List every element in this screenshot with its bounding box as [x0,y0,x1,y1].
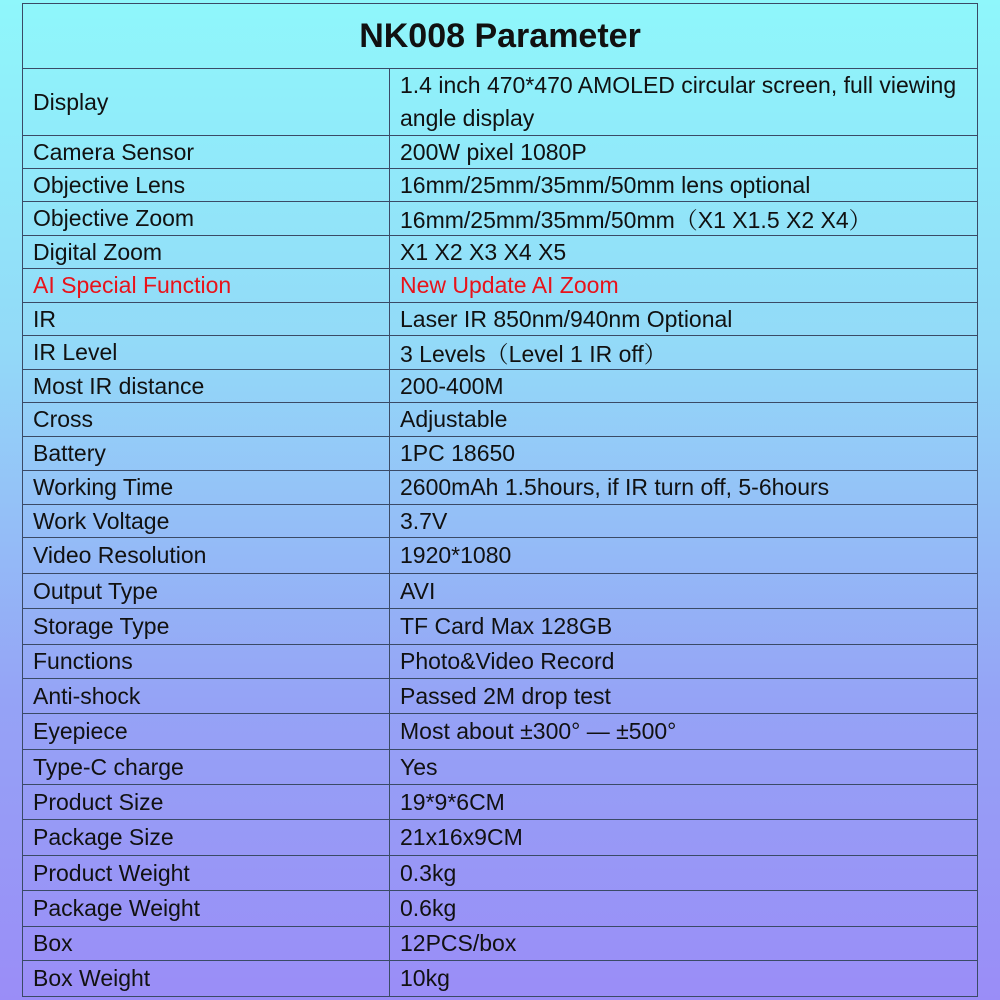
parameter-label: Digital Zoom [23,236,390,269]
parameter-label: Objective Lens [23,169,390,202]
parameter-table [23,69,977,996]
parameter-label: Package Weight [23,891,390,927]
table-row [23,574,977,609]
parameter-label: Box [23,927,390,961]
parameter-value: 10kg [390,961,978,996]
parameter-value: 3.7V [390,505,978,538]
parameter-label: Package Size [23,820,390,856]
parameter-label: Product Size [23,785,390,820]
page-title: NK008 Parameter [23,4,977,69]
parameter-value: Passed 2M drop test [390,679,978,714]
table-row [23,785,977,820]
parameter-label: Output Type [23,574,390,609]
parameter-label: Functions [23,645,390,679]
table-row [23,505,977,538]
parameter-label: Cross [23,403,390,437]
parameter-label: Camera Sensor [23,136,390,169]
parameter-value: 200W pixel 1080P [390,136,978,169]
table-row [23,714,977,750]
parameter-value: TF Card Max 128GB [390,609,978,645]
table-row [23,856,977,891]
table-row [23,403,977,437]
parameter-value: 16mm/25mm/35mm/50mm lens optional [390,169,978,202]
parameter-value: 2600mAh 1.5hours, if IR turn off, 5-6hours [390,471,978,505]
parameter-value: 200-400M [390,370,978,403]
parameter-value: Adjustable [390,403,978,437]
parameter-value: Yes [390,750,978,785]
parameter-label: Eyepiece [23,714,390,750]
table-row [23,750,977,785]
table-row [23,891,977,927]
table-row [23,69,977,136]
parameter-label: Working Time [23,471,390,505]
parameter-value: New Update AI Zoom [390,269,978,303]
table-row [23,538,977,574]
parameter-label: Objective Zoom [23,202,390,236]
parameter-label: Anti-shock [23,679,390,714]
parameter-sheet [22,3,978,997]
parameter-value: 0.6kg [390,891,978,927]
table-row [23,169,977,202]
parameter-label: AI Special Function [23,269,390,303]
parameter-value: 1920*1080 [390,538,978,574]
table-row [23,136,977,169]
parameter-value: Photo&Video Record [390,645,978,679]
parameter-value: 3 Levels（Level 1 IR off） [390,336,978,370]
parameter-label: Battery [23,437,390,471]
parameter-label: Box Weight [23,961,390,996]
table-row [23,336,977,370]
parameter-value: 21x16x9CM [390,820,978,856]
parameter-label: Video Resolution [23,538,390,574]
table-row [23,202,977,236]
parameter-label: Type-C charge [23,750,390,785]
parameter-label: Work Voltage [23,505,390,538]
parameter-label: Storage Type [23,609,390,645]
parameter-value: 16mm/25mm/35mm/50mm（X1 X1.5 X2 X4） [390,202,978,236]
parameter-label: IR [23,303,390,336]
table-row [23,609,977,645]
table-row [23,236,977,269]
parameter-label: IR Level [23,336,390,370]
parameter-value: 0.3kg [390,856,978,891]
parameter-value: X1 X2 X3 X4 X5 [390,236,978,269]
parameter-value: 1.4 inch 470*470 AMOLED circular screen, full viewing angle display [400,72,957,131]
table-row [23,471,977,505]
table-row [23,961,977,996]
parameter-label: Product Weight [23,856,390,891]
parameter-rows [23,69,977,996]
parameter-label: Most IR distance [23,370,390,403]
table-row [23,303,977,336]
table-row [23,370,977,403]
parameter-value: 12PCS/box [390,927,978,961]
table-row [23,820,977,856]
table-row [23,679,977,714]
table-row [23,269,977,303]
table-row [23,927,977,961]
table-row [23,437,977,471]
parameter-value: 1PC 18650 [390,437,978,471]
parameter-value: AVI [390,574,978,609]
parameter-label: Display [23,69,390,136]
parameter-value: Most about ±300° — ±500° [390,714,978,750]
table-row [23,645,977,679]
parameter-value: Laser IR 850nm/940nm Optional [390,303,978,336]
parameter-value: 19*9*6CM [390,785,978,820]
